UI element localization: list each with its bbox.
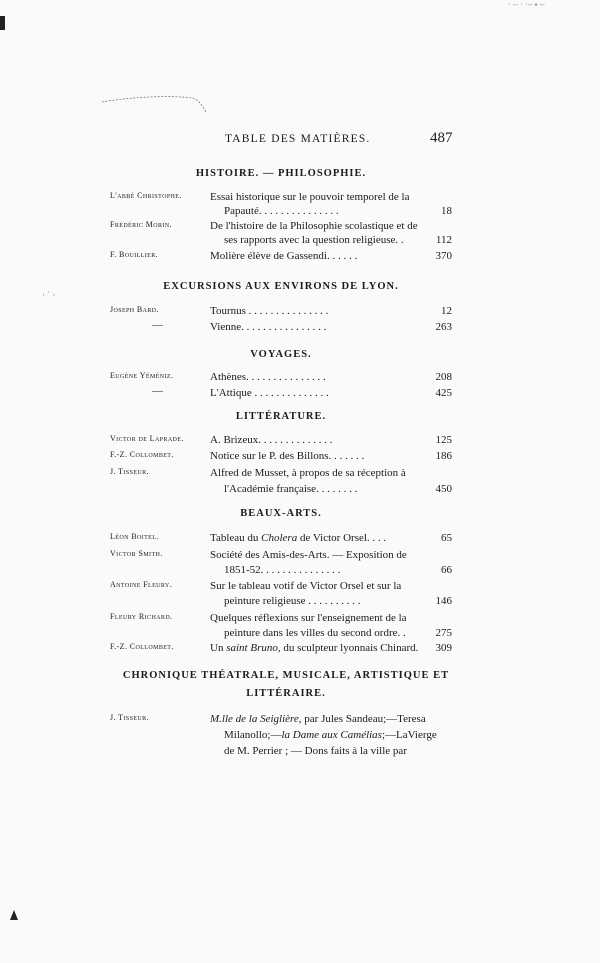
entry-title-line: Essai historique sur le pouvoir temporel de la	[210, 191, 410, 203]
entry-title-line: De l'histoire de la Philosophie scolastique et de	[210, 220, 418, 232]
section-heading-excursions: EXCURSIONS AUX ENVIRONS DE LYON.	[163, 281, 399, 292]
entry-author: L'abbé Christophe.	[110, 191, 182, 200]
margin-speck-mark: · ˙ ·	[42, 290, 56, 300]
entry-author: Léon Boitel.	[110, 532, 159, 541]
entry-author: Victor de Laprade.	[110, 434, 184, 443]
entry-page-ref: 146	[435, 595, 452, 607]
entry-page-ref: 275	[435, 627, 452, 639]
entry-page-ref: 186	[435, 450, 452, 462]
section-heading-voyages: VOYAGES.	[250, 349, 312, 360]
entry-author: J. Tisseur.	[110, 467, 149, 476]
entry-title-line: A. Brizeux. . . . . . . . . . . . . .	[210, 434, 333, 446]
entry-page-ref: 370	[435, 250, 452, 262]
italic-title: Cholera	[261, 532, 298, 544]
entry-title-line: Papauté. . . . . . . . . . . . . . .	[224, 205, 339, 217]
entry-title-line: Alfred de Musset, à propos de sa réception à	[210, 467, 406, 479]
entry-page-ref: 112	[435, 234, 452, 246]
entry-title-line: Quelques réflexions sur l'enseignement de la	[210, 612, 407, 624]
section-heading-histoire: HISTOIRE. — PHILOSOPHIE.	[195, 168, 367, 179]
entry-author-ditto: —	[152, 385, 164, 397]
entry-page-ref: 425	[435, 387, 452, 399]
entry-author: Joseph Bard.	[110, 305, 159, 314]
entry-author-ditto: —	[152, 319, 164, 331]
entry-title-line: Tableau du Cholera de Victor Orsel. . . .	[210, 532, 387, 544]
entry-author: F.-Z. Collombet.	[110, 642, 174, 651]
entry-title-line: Athènes. . . . . . . . . . . . . . .	[210, 371, 326, 383]
entry-title-line: 1851-52. . . . . . . . . . . . . . .	[224, 564, 341, 576]
section-heading-chronique-cont: LITTÉRAIRE.	[246, 688, 326, 699]
italic-title: M.lle de la Seiglière	[210, 713, 299, 725]
entry-title-line: l'Académie française. . . . . . . .	[224, 483, 358, 495]
entry-page-ref: 125	[435, 434, 452, 446]
entry-author: Victor Smith.	[110, 549, 163, 558]
entry-title-line: Société des Amis-des-Arts. — Exposition de	[210, 549, 407, 561]
entry-author: Fleury Richard.	[110, 612, 173, 621]
entry-title-line: M.lle de la Seiglière, par Jules Sandeau;—Teresa	[210, 713, 426, 725]
top-edge-specks: · -- · ·-- ▪ --	[508, 0, 545, 9]
entry-page-ref: 450	[435, 483, 452, 495]
stray-pen-stroke	[100, 92, 208, 114]
italic-title: la Dame aux Camélias	[281, 729, 382, 741]
entry-page-ref: 263	[435, 321, 452, 333]
entry-title-line: peinture religieuse . . . . . . . . . .	[224, 595, 361, 607]
entry-page-ref: 208	[435, 371, 452, 383]
entry-page-ref: 66	[441, 564, 452, 576]
entry-author: Antoine Fleury.	[110, 580, 173, 589]
entry-title-line: peinture dans les villes du second ordre. .	[224, 627, 406, 639]
entry-title-line: ses rapports avec la question religieuse. .	[224, 234, 404, 246]
entry-title-line: Tournus . . . . . . . . . . . . . . .	[210, 305, 329, 317]
entry-title-line: Molière élève de Gassendi. . . . . .	[210, 250, 358, 262]
running-head	[0, 130, 600, 153]
section-heading-chronique: CHRONIQUE THÉATRALE, MUSICALE, ARTISTIQUE ET	[122, 670, 450, 681]
entry-title-line: Sur le tableau votif de Victor Orsel et sur la	[210, 580, 402, 592]
entry-title-line: Un saint Bruno, du sculpteur lyonnais Chinard.	[210, 642, 419, 654]
entry-author: F. Bouillier.	[110, 250, 159, 259]
page-number: 487	[430, 130, 453, 146]
entry-page-ref: 12	[441, 305, 452, 317]
entry-title-line: Vienne. . . . . . . . . . . . . . . .	[210, 321, 327, 333]
entry-page-ref: 18	[441, 205, 452, 217]
entry-author: Eugène Yéméniz.	[110, 371, 174, 380]
entry-title-line: de M. Perrier ; — Dons faits à la ville par	[224, 745, 407, 757]
entry-title-line: L'Attique . . . . . . . . . . . . . .	[210, 387, 329, 399]
bottom-corner-mark	[10, 910, 18, 920]
entry-title-line: Milanollo;—la Dame aux Camélias;—LaVierge	[224, 729, 437, 741]
page-title: TABLE DES MATIÈRES.	[225, 133, 371, 145]
entry-author: F.-Z. Collombet.	[110, 450, 174, 459]
entry-page-ref: 65	[441, 532, 452, 544]
entry-title-line: Notice sur le P. des Billons. . . . . . .	[210, 450, 365, 462]
entry-author: Frédéric Morin.	[110, 220, 172, 229]
entry-page-ref: 309	[435, 642, 452, 654]
entry-author: J. Tisseur.	[110, 713, 149, 722]
section-heading-litterature: LITTÉRATURE.	[235, 411, 327, 422]
italic-title: saint Bruno	[226, 642, 278, 654]
page-corner-mark	[0, 16, 5, 30]
section-heading-beaux-arts: BEAUX-ARTS.	[240, 508, 322, 519]
